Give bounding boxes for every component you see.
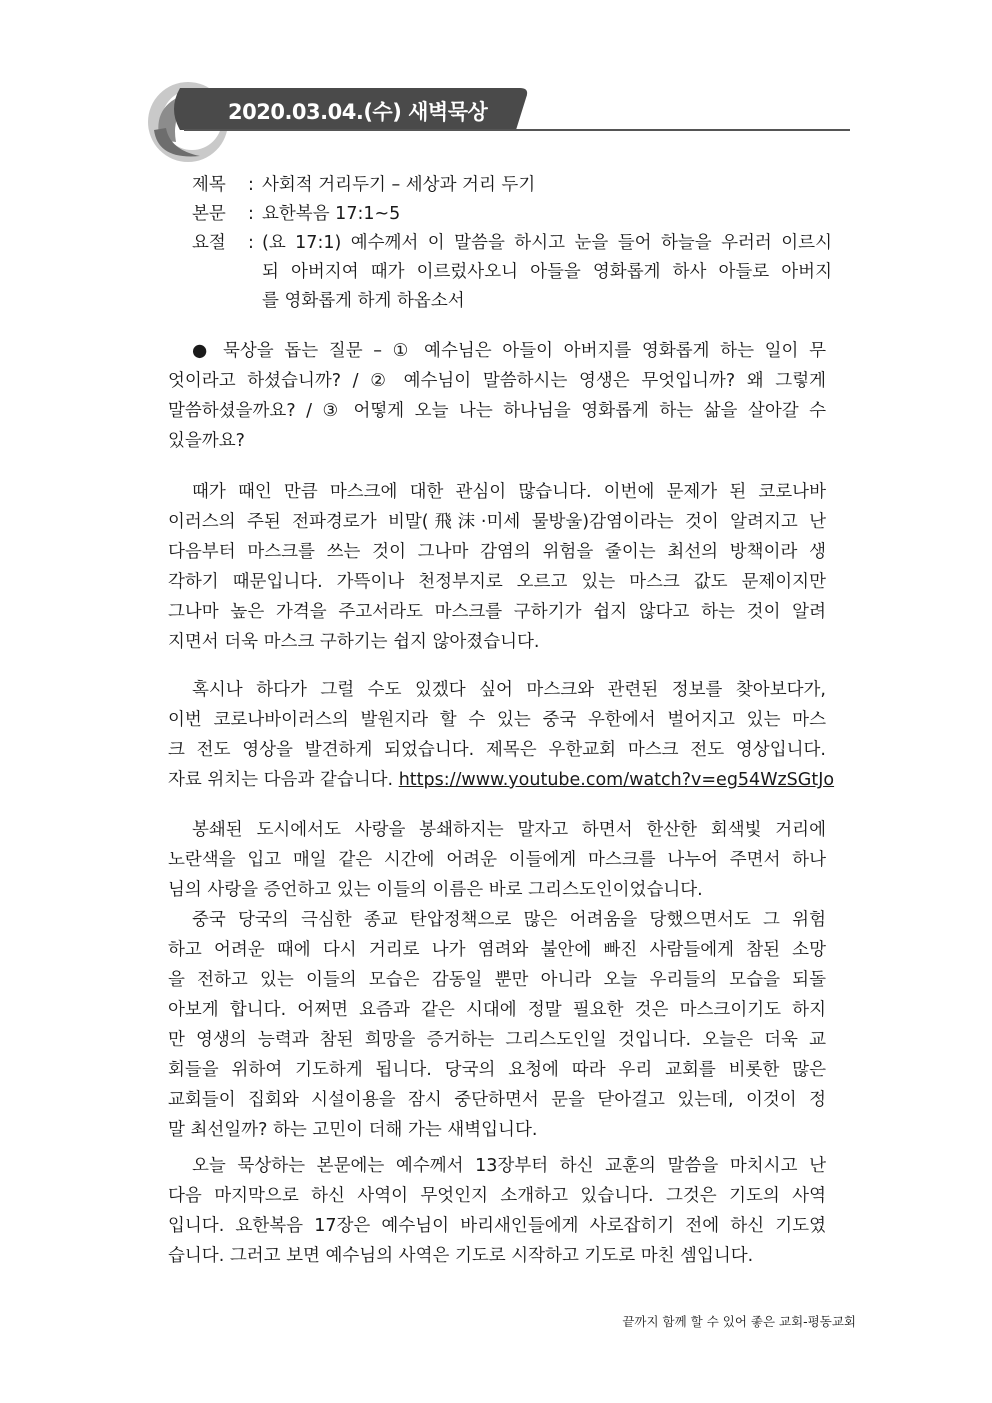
paragraph-line: 노란색을 입고 매일 같은 시간에 어려운 이들에게 마스크를 나누어 주면서 하나: [168, 850, 826, 870]
paragraph-line: 이번 코로나바이러스의 발원지라 할 수 있는 중국 우한에서 벌어지고 있는 마스: [168, 710, 826, 730]
paragraph-line: 각하기 때문입니다. 가뜩이나 천정부지로 오르고 있는 마스크 값도 문제이지만: [168, 572, 826, 592]
meditation-questions: [168, 336, 826, 456]
meta-text-key: 본문: [192, 204, 226, 224]
paragraph-line: 을 전하고 있는 이들의 모습은 감동일 뿐만 아니라 오늘 우리들의 모습을 되돌: [168, 970, 826, 990]
paragraph-line: 습니다. 그러고 보면 예수님의 사역은 기도로 시작하고 기도로 마친 셈입니다.: [168, 1246, 754, 1266]
paragraph-4: [168, 1151, 826, 1271]
paragraph-line: [168, 765, 835, 795]
verse-line: (요 17:1) 예수께서 이 말씀을 하시고 눈을 들어 하늘을 우러러 이르시: [262, 233, 832, 253]
paragraph-line: 님의 사랑을 증언하고 있는 이들의 이름은 바로 그리스도인이었습니다.: [168, 880, 703, 900]
meta-text-row: [192, 200, 832, 229]
paragraph-line: 만 영생의 능력과 참된 희망을 증거하는 그리스도인일 것입니다. 오늘은 더욱 교: [168, 1030, 826, 1050]
meta-text-value: 요한복음 17:1~5: [262, 204, 401, 224]
paragraph-line: 봉쇄된 도시에서도 사랑을 봉쇄하지는 말자고 하면서 한산한 회색빛 거리에: [192, 820, 826, 840]
paragraph-2: [168, 675, 835, 795]
paragraph-1: [168, 477, 826, 657]
paragraph-line: 회들을 위하여 기도하게 됩니다. 당국의 요청에 따라 우리 교회를 비롯한 많은: [168, 1060, 826, 1080]
meta-separator: :: [248, 233, 254, 253]
verse-line: 되 아버지여 때가 이르렀사오니 아들을 영화롭게 하사 아들로 아버지: [262, 262, 832, 282]
meta-verse-key: 요절: [192, 233, 226, 253]
paragraph-line: 그나마 높은 가격을 주고서라도 마스크를 구하기가 쉽지 않다고 하는 것이 알려: [168, 602, 826, 622]
paragraph-line: 때가 때인 만큼 마스크에 대한 관심이 많습니다. 이번에 문제가 된 코로나바: [192, 482, 826, 502]
paragraph-line: ● 묵상을 돕는 질문 – ① 예수님은 아들이 아버지를 영화롭게 하는 일이 무: [192, 341, 826, 361]
header-title: 2020.03.04.(수) 새벽묵상: [228, 100, 488, 124]
paragraph-line: 지면서 더욱 마스크 구하기는 쉽지 않아졌습니다.: [168, 632, 540, 652]
meta-block: [192, 171, 832, 316]
meta-verse-row: [192, 229, 832, 316]
meta-separator: :: [248, 175, 254, 195]
youtube-link[interactable]: https://www.youtube.com/watch?v=eg54WzSGtJo: [398, 770, 835, 790]
paragraph-line: 있을까요?: [168, 431, 245, 451]
paragraph-line: 말씀하셨을까요? / ③ 어떻게 오늘 나는 하나님을 영화롭게 하는 삶을 살아갈 수: [168, 401, 826, 421]
meta-verse-value: [262, 229, 832, 316]
meta-title-value: 사회적 거리두기 – 세상과 거리 두기: [262, 175, 536, 195]
paragraph-line: 중국 당국의 극심한 종교 탄압정책으로 많은 어려움을 당했으면서도 그 위험: [192, 910, 826, 930]
paragraph-line: 하고 어려운 때에 다시 거리로 나가 염려와 불안에 빠진 사람들에게 참된 소망: [168, 940, 826, 960]
paragraph-text: 자료 위치는 다음과 같습니다.: [168, 770, 399, 790]
paragraph-line: 다음 마지막으로 하신 사역이 무엇인지 소개하고 있습니다. 그것은 기도의 사역: [168, 1186, 826, 1206]
paragraph-line: 크 전도 영상을 발견하게 되었습니다. 제목은 우한교회 마스크 전도 영상입니다.: [168, 740, 826, 760]
paragraph-line: 입니다. 요한복음 17장은 예수님이 바리새인들에게 사로잡히기 전에 하신 기도였: [168, 1216, 826, 1236]
paragraph-line: 다음부터 마스크를 쓰는 것이 그나마 감염의 위험을 줄이는 최선의 방책이라 생: [168, 542, 826, 562]
paragraph-3: [168, 815, 826, 1145]
page-footer: 끝까지 함께 할 수 있어 좋은 교회-평동교회: [622, 1314, 856, 1329]
verse-line: 를 영화롭게 하게 하옵소서: [262, 291, 465, 311]
paragraph-line: 혹시나 하다가 그럴 수도 있겠다 싶어 마스크와 관련된 정보를 찾아보다가,: [192, 680, 826, 700]
meta-separator: :: [248, 204, 254, 224]
paragraph-line: 아보게 합니다. 어쩌면 요즘과 같은 시대에 정말 필요한 것은 마스크이기도 하지: [168, 1000, 826, 1020]
paragraph-line: 오늘 묵상하는 본문에는 예수께서 13장부터 하신 교훈의 말씀을 마치시고 난: [192, 1156, 826, 1176]
page-header: [140, 70, 860, 170]
paragraph-line: 교회들이 집회와 시설이용을 잠시 중단하면서 문을 닫아걸고 있는데, 이것이 정: [168, 1090, 826, 1110]
paragraph-line: 이러스의 주된 전파경로가 비말(飛沫·미세 물방울)감염이라는 것이 알려지고 난: [168, 512, 826, 532]
meta-title-key: 제목: [192, 175, 226, 195]
paragraph-line: 엇이라고 하셨습니까? / ② 예수님이 말씀하시는 영생은 무엇입니까? 왜 그렇게: [168, 371, 826, 391]
meta-title-row: [192, 171, 832, 200]
paragraph-line: 말 최선일까? 하는 고민이 더해 가는 새벽입니다.: [168, 1120, 538, 1140]
